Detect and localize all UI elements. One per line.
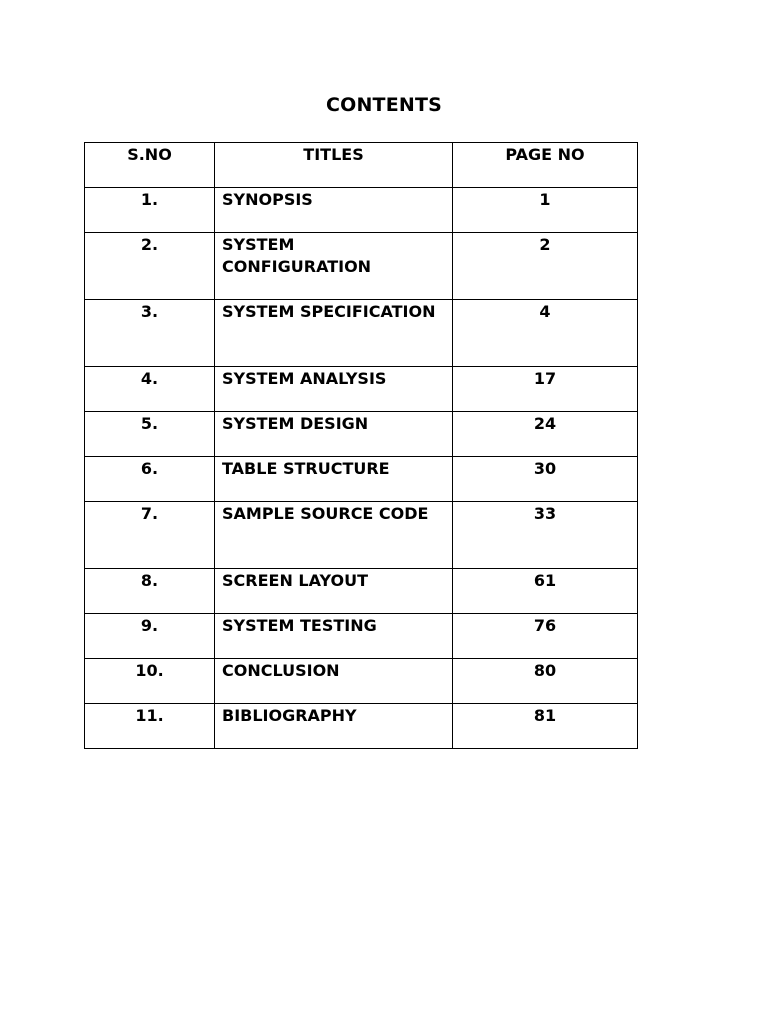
row-sno: 6. [85, 457, 215, 502]
row-sno: 1. [85, 188, 215, 233]
table-row [85, 300, 638, 367]
row-sno: 4. [85, 367, 215, 412]
table-row [85, 188, 638, 233]
row-sno: 8. [85, 569, 215, 614]
row-sno: 2. [85, 233, 215, 300]
row-sno: 7. [85, 502, 215, 569]
row-page: 1 [453, 188, 638, 233]
table-row [85, 367, 638, 412]
row-page: 33 [453, 502, 638, 569]
row-page: 61 [453, 569, 638, 614]
table-row [85, 569, 638, 614]
row-sno: 11. [85, 704, 215, 749]
row-title: SYSTEM ANALYSIS [215, 367, 453, 412]
header-sno: S.NO [85, 143, 215, 188]
table-header-row [85, 143, 638, 188]
table-row [85, 412, 638, 457]
table-row [85, 502, 638, 569]
table-row [85, 233, 638, 300]
row-title: SYSTEM DESIGN [215, 412, 453, 457]
row-page: 17 [453, 367, 638, 412]
page-title: CONTENTS [325, 94, 443, 116]
row-title: SYSTEM TESTING [215, 614, 453, 659]
row-page: 76 [453, 614, 638, 659]
row-sno: 3. [85, 300, 215, 367]
row-title: CONCLUSION [215, 659, 453, 704]
row-sno: 9. [85, 614, 215, 659]
row-page: 24 [453, 412, 638, 457]
table-row [85, 457, 638, 502]
row-title: SYSTEM CONFIGURATION [215, 233, 453, 300]
header-titles: TITLES [215, 143, 453, 188]
row-title: SYSTEM SPECIFICATION [215, 300, 453, 367]
row-title: SAMPLE SOURCE CODE [215, 502, 453, 569]
row-title: BIBLIOGRAPHY [215, 704, 453, 749]
row-page: 4 [453, 300, 638, 367]
contents-table [84, 142, 638, 749]
row-sno: 10. [85, 659, 215, 704]
row-title: SYNOPSIS [215, 188, 453, 233]
row-page: 80 [453, 659, 638, 704]
table-row [85, 659, 638, 704]
row-title: TABLE STRUCTURE [215, 457, 453, 502]
row-page: 81 [453, 704, 638, 749]
row-page: 30 [453, 457, 638, 502]
table-row [85, 614, 638, 659]
table-row [85, 704, 638, 749]
row-page: 2 [453, 233, 638, 300]
row-title: SCREEN LAYOUT [215, 569, 453, 614]
row-sno: 5. [85, 412, 215, 457]
header-page-no: PAGE NO [453, 143, 638, 188]
